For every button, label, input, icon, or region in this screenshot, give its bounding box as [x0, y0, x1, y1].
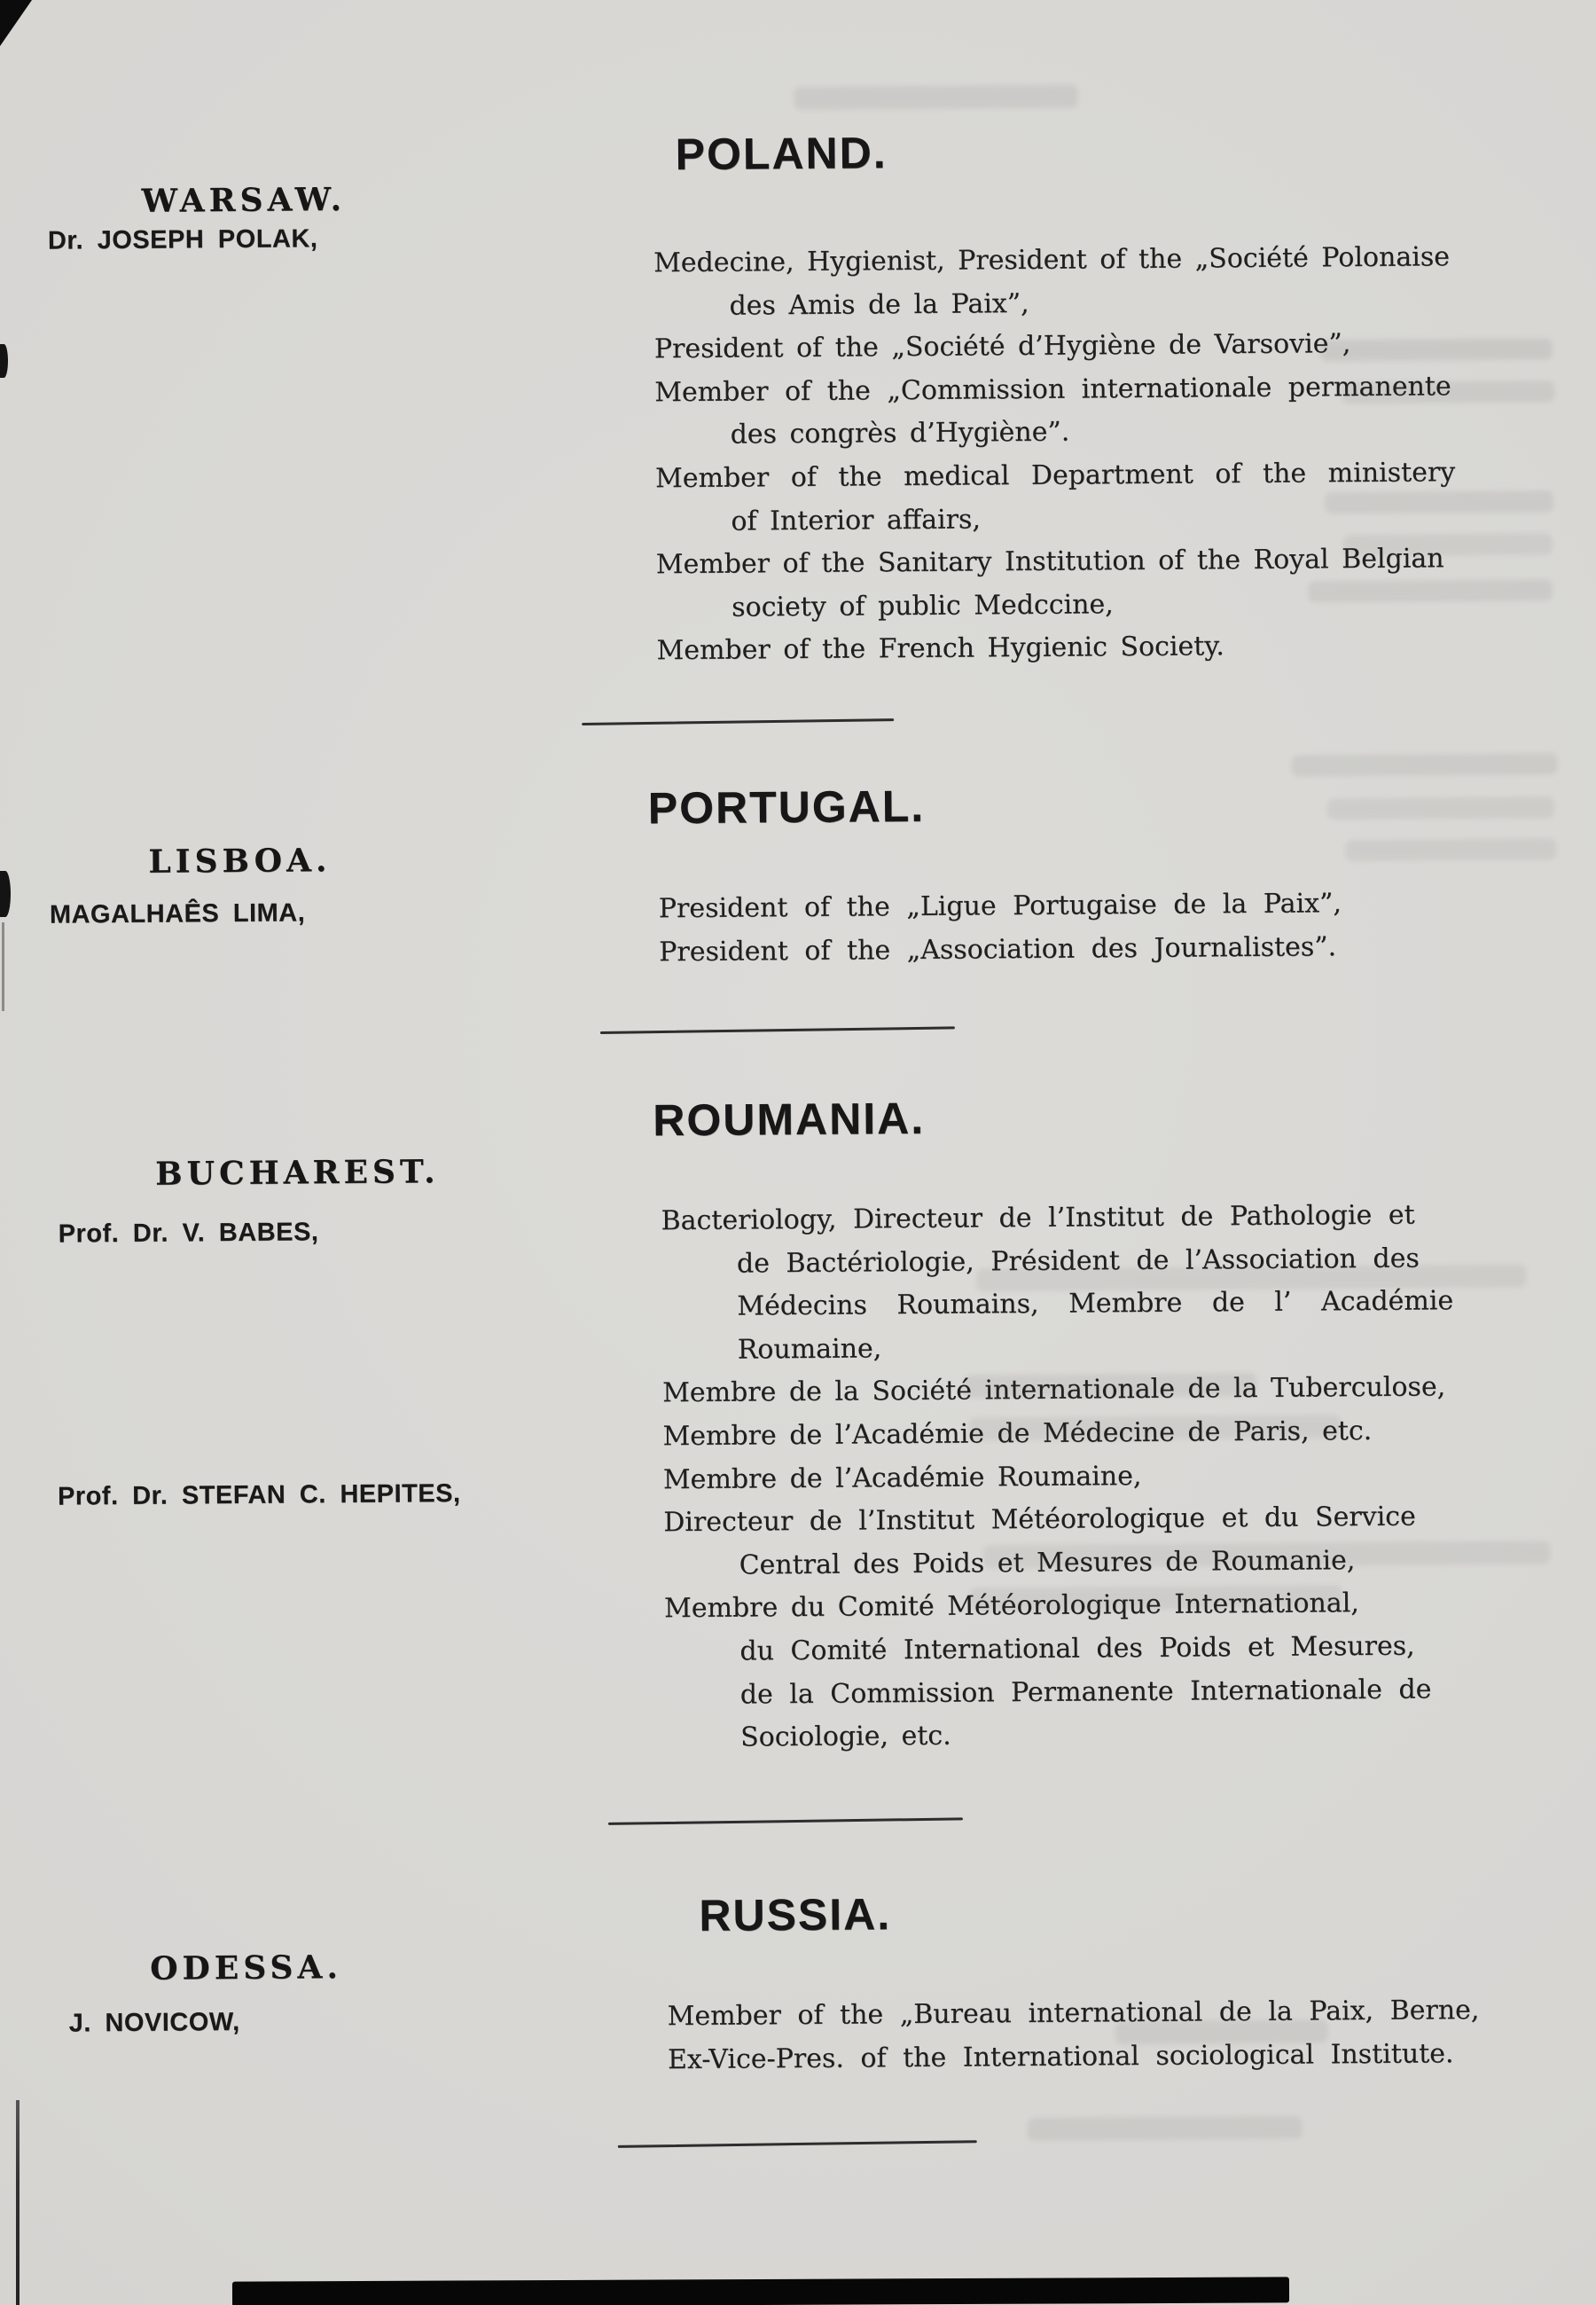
credential-line: Member of the Sanitary Institution of the Royal Belgian: [655, 543, 1444, 581]
credential-line: President of the „Société d’Hygiène de Varsovie”,: [653, 328, 1351, 365]
scan-bottom-bar-artifact: [232, 2277, 1289, 2305]
country-heading-portugal: PORTUGAL.: [647, 780, 926, 834]
credential-line: Member of the French Hygienic Society.: [656, 631, 1224, 667]
city-heading-lisboa: LISBOA.: [148, 842, 332, 881]
credential-line: Sociologie, etc.: [740, 1720, 951, 1753]
credential-line: Member of the „Commission internationale permanente: [654, 370, 1451, 409]
credential-line: de la Commission Permanente Internationale de: [739, 1673, 1432, 1711]
section-divider: [608, 1817, 963, 1825]
credential-line: des congrès d’Hygiène”.: [730, 416, 1070, 451]
page-showthrough-artifact: [982, 1541, 1550, 1568]
country-heading-roumania: ROUMANIA.: [653, 1093, 926, 1146]
credential-line: society of public Medccine,: [732, 588, 1114, 623]
delegate-name-novicow: J. NOVICOW,: [68, 2007, 240, 2038]
page-showthrough-artifact: [970, 1585, 1342, 1611]
credential-line: Ex-Vice-Pres. of the International sociological Institute.: [667, 2037, 1454, 2075]
page-showthrough-artifact: [1028, 2116, 1303, 2141]
scan-edge-artifact: [0, 344, 8, 378]
credential-line: Member of the medical Department of the ministery: [654, 457, 1456, 495]
country-heading-russia: RUSSIA.: [699, 1889, 892, 1940]
scan-corner-artifact: [0, 0, 32, 46]
credential-line: Bacteriology, Directeur de l’Institut de Pathologie et: [661, 1199, 1415, 1237]
credential-line: de Bactériologie, Président de l’Association des: [736, 1243, 1420, 1280]
page-showthrough-artifact: [1327, 796, 1554, 819]
credential-line: Membre de la Société internationale de la Tuberculose,: [661, 1371, 1446, 1409]
section-divider: [600, 1026, 955, 1034]
country-heading-poland: POLAND.: [675, 128, 888, 180]
section-divider: [618, 2140, 977, 2148]
credential-line: du Comité International des Poids et Mesures,: [739, 1630, 1415, 1667]
credential-line: Medecine, Hygienist, President of the „Société Polonaise: [653, 241, 1451, 279]
section-divider: [582, 718, 894, 725]
page-showthrough-artifact: [1115, 2019, 1328, 2044]
delegate-name-lima: MAGALHAÊS LIMA,: [49, 898, 306, 929]
credential-line: Médecins Roumains, Membre de l’ Académie: [737, 1285, 1454, 1322]
credential-line: of Interior affairs,: [731, 503, 982, 537]
page-gutter-shadow: [16, 2100, 20, 2305]
scan-scratch-artifact: [2, 922, 4, 1011]
delegate-name-babes: Prof. Dr. V. BABES,: [58, 1218, 319, 1249]
page-showthrough-artifact: [1342, 380, 1554, 404]
credential-line: Membre de l’Académie Roumaine,: [662, 1460, 1142, 1495]
credential-line: President of the „Ligue Portugaise de la Paix”,: [658, 888, 1342, 925]
page-showthrough-artifact: [964, 1373, 1256, 1399]
page-showthrough-artifact: [968, 1415, 1341, 1440]
credential-line: Member of the „Bureau international de la Paix, Berne,: [667, 1994, 1480, 2033]
city-heading-warsaw: WARSAW.: [141, 180, 347, 220]
credential-line: des Amis de la Paix”,: [729, 287, 1029, 322]
credential-line: Directeur de l’Institut Météorologique et du Service: [663, 1501, 1416, 1539]
russia-credentials: [667, 1989, 1532, 2082]
credential-line: Roumaine,: [737, 1333, 882, 1366]
scan-edge-artifact: [0, 871, 11, 917]
credential-line: Membre de l’Académie de Médecine de Paris, etc.: [662, 1415, 1373, 1453]
page-showthrough-artifact: [1320, 338, 1553, 361]
page-showthrough-artifact: [1345, 838, 1556, 861]
city-heading-bucharest: BUCHAREST.: [155, 1153, 440, 1193]
page-showthrough-artifact: [976, 1265, 1526, 1292]
poland-credentials: [653, 236, 1522, 674]
page-showthrough-artifact: [1325, 490, 1553, 514]
delegate-name-polak: Dr. JOSEPH POLAK,: [47, 224, 318, 255]
page-showthrough-artifact: [794, 84, 1078, 110]
portugal-credentials: [659, 882, 1524, 975]
credential-line: President of the „Association des Journalistes”.: [659, 930, 1337, 968]
delegate-name-hepites: Prof. Dr. STEFAN C. HEPITES,: [57, 1479, 461, 1511]
page-showthrough-artifact: [1308, 579, 1553, 602]
credential-line: Central des Poids et Mesures de Roumanie,: [739, 1544, 1356, 1581]
credential-line: Membre du Comité Météorologique International,: [663, 1588, 1359, 1625]
city-heading-odessa: ODESSA.: [150, 1948, 343, 1987]
page-showthrough-artifact: [1291, 753, 1557, 776]
page-showthrough-artifact: [1343, 533, 1553, 556]
